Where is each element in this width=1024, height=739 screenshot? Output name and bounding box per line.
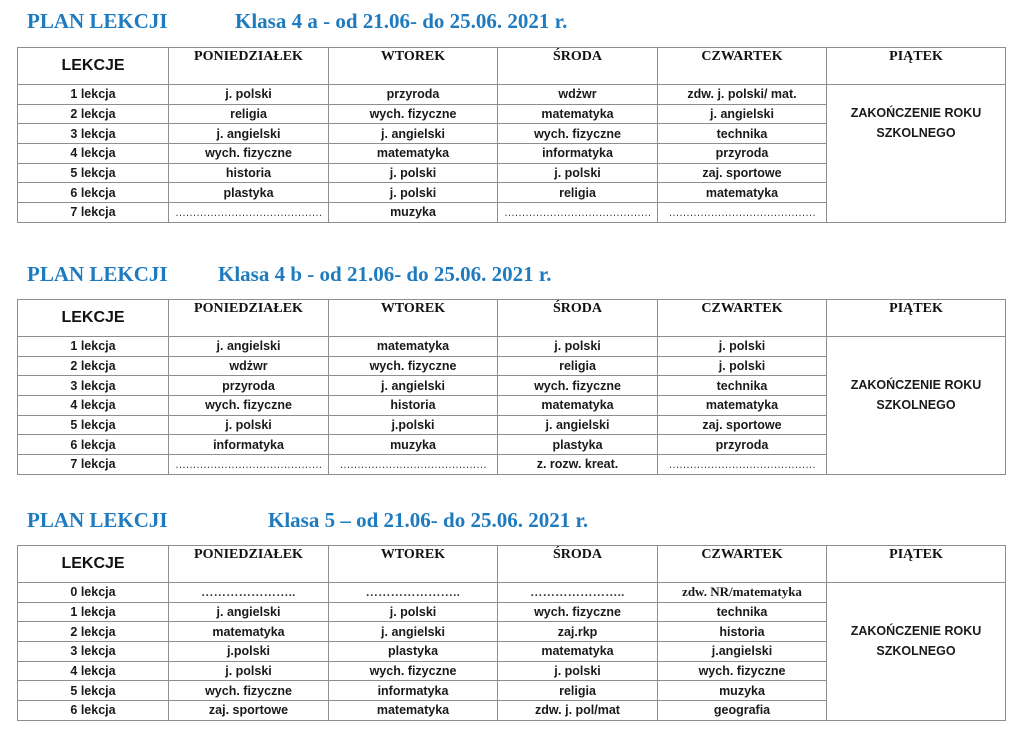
table-row bbox=[18, 337, 1006, 357]
tuesday-subject: matematyka bbox=[329, 144, 498, 164]
header-monday: PONIEDZIAŁEK bbox=[169, 48, 329, 85]
tuesday-subject: j. angielski bbox=[329, 376, 498, 396]
section-title-4b bbox=[27, 262, 727, 292]
header-wednesday: ŚRODA bbox=[498, 300, 658, 337]
table-row bbox=[18, 583, 1006, 603]
tuesday-subject: wych. fizyczne bbox=[329, 104, 498, 124]
header-monday: PONIEDZIAŁEK bbox=[169, 546, 329, 583]
plan-label: PLAN LEKCJI bbox=[27, 262, 168, 286]
class-label: Klasa 4 b - od 21.06- do 25.06. 2021 r. bbox=[218, 262, 552, 286]
header-friday: PIĄTEK bbox=[827, 300, 1006, 337]
lesson-number: 1 lekcja bbox=[18, 85, 169, 105]
monday-subject: plastyka bbox=[169, 183, 329, 203]
wednesday-subject: wych. fizyczne bbox=[498, 376, 658, 396]
friday-note: ZAKOŃCZENIE ROKU SZKOLNEGO bbox=[827, 583, 1006, 721]
lesson-number: 6 lekcja bbox=[18, 183, 169, 203]
thursday-subject: zdw. NR/matematyka bbox=[658, 583, 827, 603]
tuesday-subject: wych. fizyczne bbox=[329, 356, 498, 376]
header-row bbox=[18, 546, 1006, 583]
lesson-number: 2 lekcja bbox=[18, 622, 169, 642]
tuesday-subject: j. polski bbox=[329, 163, 498, 183]
thursday-subject: j. polski bbox=[658, 337, 827, 357]
thursday-subject: zdw. j. polski/ mat. bbox=[658, 85, 827, 105]
thursday-subject: muzyka bbox=[658, 681, 827, 701]
header-tuesday: WTOREK bbox=[329, 300, 498, 337]
thursday-subject: …………………………………… bbox=[658, 203, 827, 223]
wednesday-subject: j. polski bbox=[498, 337, 658, 357]
plan-label: PLAN LEKCJI bbox=[27, 9, 168, 33]
tuesday-subject: wych. fizyczne bbox=[329, 661, 498, 681]
header-wednesday: ŚRODA bbox=[498, 546, 658, 583]
monday-subject: j. angielski bbox=[169, 602, 329, 622]
thursday-subject: j.angielski bbox=[658, 642, 827, 662]
table-row bbox=[18, 85, 1006, 105]
thursday-subject: geografia bbox=[658, 701, 827, 721]
timetable-5 bbox=[17, 545, 1006, 721]
wednesday-subject: zdw. j. pol/mat bbox=[498, 701, 658, 721]
tuesday-subject: muzyka bbox=[329, 435, 498, 455]
monday-subject: ………………….. bbox=[169, 583, 329, 603]
wednesday-subject: j. polski bbox=[498, 661, 658, 681]
lesson-number: 4 lekcja bbox=[18, 396, 169, 416]
monday-subject: historia bbox=[169, 163, 329, 183]
lesson-number: 1 lekcja bbox=[18, 337, 169, 357]
wednesday-subject: wych. fizyczne bbox=[498, 602, 658, 622]
timetable-4b bbox=[17, 299, 1006, 475]
header-row bbox=[18, 300, 1006, 337]
thursday-subject: j. polski bbox=[658, 356, 827, 376]
tuesday-subject: historia bbox=[329, 396, 498, 416]
thursday-subject: …………………………………… bbox=[658, 455, 827, 475]
header-lekcje: LEKCJE bbox=[18, 300, 169, 337]
header-friday: PIĄTEK bbox=[827, 48, 1006, 85]
monday-subject: j.polski bbox=[169, 642, 329, 662]
wednesday-subject: matematyka bbox=[498, 642, 658, 662]
header-tuesday: WTOREK bbox=[329, 48, 498, 85]
header-friday: PIĄTEK bbox=[827, 546, 1006, 583]
lesson-number: 0 lekcja bbox=[18, 583, 169, 603]
tuesday-subject: j. angielski bbox=[329, 622, 498, 642]
monday-subject: religia bbox=[169, 104, 329, 124]
lesson-number: 5 lekcja bbox=[18, 415, 169, 435]
wednesday-subject: wych. fizyczne bbox=[498, 124, 658, 144]
thursday-subject: technika bbox=[658, 602, 827, 622]
section-title-4a bbox=[27, 9, 727, 39]
header-thursday: CZWARTEK bbox=[658, 300, 827, 337]
monday-subject: informatyka bbox=[169, 435, 329, 455]
wednesday-subject: z. rozw. kreat. bbox=[498, 455, 658, 475]
wednesday-subject: …………………………………… bbox=[498, 203, 658, 223]
header-tuesday: WTOREK bbox=[329, 546, 498, 583]
wednesday-subject: religia bbox=[498, 681, 658, 701]
tuesday-subject: przyroda bbox=[329, 85, 498, 105]
thursday-subject: matematyka bbox=[658, 183, 827, 203]
tuesday-subject: …………………………………… bbox=[329, 455, 498, 475]
header-monday: PONIEDZIAŁEK bbox=[169, 300, 329, 337]
lesson-number: 2 lekcja bbox=[18, 356, 169, 376]
thursday-subject: matematyka bbox=[658, 396, 827, 416]
friday-note: ZAKOŃCZENIE ROKU SZKOLNEGO bbox=[827, 85, 1006, 223]
tuesday-subject: j. angielski bbox=[329, 124, 498, 144]
tuesday-subject: j.polski bbox=[329, 415, 498, 435]
lesson-number: 3 lekcja bbox=[18, 124, 169, 144]
thursday-subject: technika bbox=[658, 124, 827, 144]
thursday-subject: przyroda bbox=[658, 144, 827, 164]
tuesday-subject: j. polski bbox=[329, 183, 498, 203]
monday-subject: j. polski bbox=[169, 85, 329, 105]
thursday-subject: przyroda bbox=[658, 435, 827, 455]
monday-subject: wych. fizyczne bbox=[169, 144, 329, 164]
wednesday-subject: religia bbox=[498, 356, 658, 376]
class-label: Klasa 5 – od 21.06- do 25.06. 2021 r. bbox=[268, 508, 589, 532]
monday-subject: matematyka bbox=[169, 622, 329, 642]
wednesday-subject: ………………….. bbox=[498, 583, 658, 603]
lesson-number: 7 lekcja bbox=[18, 203, 169, 223]
friday-note: ZAKOŃCZENIE ROKU SZKOLNEGO bbox=[827, 337, 1006, 475]
wednesday-subject: informatyka bbox=[498, 144, 658, 164]
wednesday-subject: plastyka bbox=[498, 435, 658, 455]
monday-subject: j. angielski bbox=[169, 337, 329, 357]
lesson-number: 6 lekcja bbox=[18, 701, 169, 721]
lesson-number: 7 lekcja bbox=[18, 455, 169, 475]
header-lekcje: LEKCJE bbox=[18, 48, 169, 85]
wednesday-subject: j. polski bbox=[498, 163, 658, 183]
monday-subject: j. angielski bbox=[169, 124, 329, 144]
tuesday-subject: ………………….. bbox=[329, 583, 498, 603]
wednesday-subject: matematyka bbox=[498, 104, 658, 124]
wednesday-subject: wdżwr bbox=[498, 85, 658, 105]
lesson-number: 4 lekcja bbox=[18, 144, 169, 164]
thursday-subject: wych. fizyczne bbox=[658, 661, 827, 681]
tuesday-subject: plastyka bbox=[329, 642, 498, 662]
monday-subject: …………………………………… bbox=[169, 455, 329, 475]
lesson-number: 1 lekcja bbox=[18, 602, 169, 622]
header-lekcje: LEKCJE bbox=[18, 546, 169, 583]
section-title-5 bbox=[27, 508, 727, 538]
lesson-number: 5 lekcja bbox=[18, 163, 169, 183]
thursday-subject: zaj. sportowe bbox=[658, 163, 827, 183]
monday-subject: wych. fizyczne bbox=[169, 396, 329, 416]
lesson-number: 3 lekcja bbox=[18, 642, 169, 662]
lesson-number: 6 lekcja bbox=[18, 435, 169, 455]
lesson-number: 5 lekcja bbox=[18, 681, 169, 701]
tuesday-subject: matematyka bbox=[329, 701, 498, 721]
timetable-4a bbox=[17, 47, 1006, 223]
lesson-number: 3 lekcja bbox=[18, 376, 169, 396]
wednesday-subject: zaj.rkp bbox=[498, 622, 658, 642]
wednesday-subject: religia bbox=[498, 183, 658, 203]
wednesday-subject: j. angielski bbox=[498, 415, 658, 435]
monday-subject: …………………………………… bbox=[169, 203, 329, 223]
monday-subject: wdżwr bbox=[169, 356, 329, 376]
tuesday-subject: informatyka bbox=[329, 681, 498, 701]
wednesday-subject: matematyka bbox=[498, 396, 658, 416]
thursday-subject: j. angielski bbox=[658, 104, 827, 124]
tuesday-subject: j. polski bbox=[329, 602, 498, 622]
header-row bbox=[18, 48, 1006, 85]
class-label: Klasa 4 a - od 21.06- do 25.06. 2021 r. bbox=[235, 9, 568, 33]
header-thursday: CZWARTEK bbox=[658, 546, 827, 583]
lesson-number: 2 lekcja bbox=[18, 104, 169, 124]
header-wednesday: ŚRODA bbox=[498, 48, 658, 85]
thursday-subject: zaj. sportowe bbox=[658, 415, 827, 435]
monday-subject: wych. fizyczne bbox=[169, 681, 329, 701]
monday-subject: j. polski bbox=[169, 415, 329, 435]
thursday-subject: historia bbox=[658, 622, 827, 642]
lesson-number: 4 lekcja bbox=[18, 661, 169, 681]
plan-label: PLAN LEKCJI bbox=[27, 508, 168, 532]
monday-subject: zaj. sportowe bbox=[169, 701, 329, 721]
tuesday-subject: muzyka bbox=[329, 203, 498, 223]
monday-subject: przyroda bbox=[169, 376, 329, 396]
header-thursday: CZWARTEK bbox=[658, 48, 827, 85]
tuesday-subject: matematyka bbox=[329, 337, 498, 357]
thursday-subject: technika bbox=[658, 376, 827, 396]
monday-subject: j. polski bbox=[169, 661, 329, 681]
